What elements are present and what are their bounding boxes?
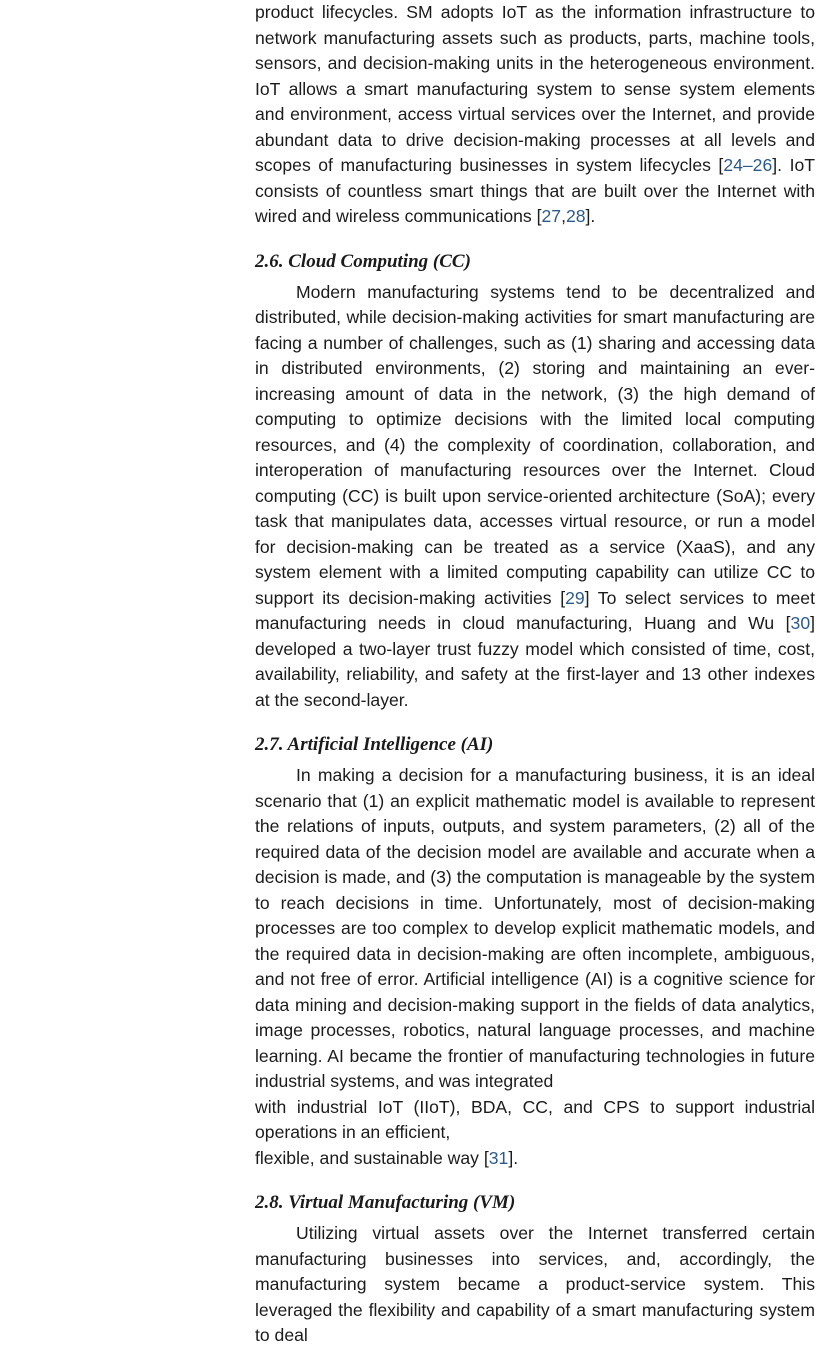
citation-link-24-26[interactable]: 24–26 <box>723 155 773 175</box>
paragraph-virtual-manufacturing: Utilizing virtual assets over the Internet transferred certain manufacturing businesses into services, and, accordingly, the manufacturing system became a product-service system. This leveraged the flexibility and capability of a smart manufacturing system to deal <box>255 1223 815 1345</box>
paragraph-text: ]. <box>508 1147 519 1168</box>
section-heading-virtual-manufacturing: 2.8. Virtual Manufacturing (VM) <box>255 1192 516 1213</box>
paragraph-artificial-intelligence: In making a decision for a manufacturing business, it is an ideal scenario that (1) an explicit mathematic model is available to represent the relations of inputs, outputs, and system parameters, (2) all of the required data of the decision model are available and accurate when a decision is made, and (3) the computation is manageable by the system to reach decisions in time. Unfortunately, most of decision-making processes are too complex to develop explicit mathematic models, and the required data in decision-making are often incomplete, ambiguous, and not free of error. Artificial intelligence (AI) is a cognitive science for data mining and decision-making support in the fields of data analytics, image processes, robotics, natural language processes, and machine learning. AI became the frontier of manufacturing technologies in future industrial systems, and was integrated <box>255 765 815 1091</box>
article-body <box>255 0 815 1349</box>
section-heading-artificial-intelligence: 2.7. Artificial Intelligence (AI) <box>255 734 494 755</box>
paragraph-text: flexible, and sustainable way [ <box>255 1147 489 1168</box>
paragraph-cloud-computing <box>255 280 815 714</box>
paragraph-text: ]. IoT consists of countless smart things that are built over the Internet with wired and wireless communications [ <box>255 155 815 226</box>
citation-link-27[interactable]: 27 <box>541 206 562 226</box>
citation-link-30[interactable]: 30 <box>790 613 811 633</box>
citation-link-29[interactable]: 29 <box>565 587 585 608</box>
paragraph-artificial-intelligence-cont: with industrial IoT (IIoT), BDA, CC, and CPS to support industrial operations in an efficient, <box>255 1096 815 1142</box>
paragraph-text: product lifecycles. SM adopts IoT as the information infrastructure to network manufacturing assets such as products, parts, machine tools, sensors, and decision-making units in the heterogeneous environment. IoT allows a smart manufacturing system to sense system elements and environment, access virtual services over the Internet, and provide abundant data to drive decision-making processes at all levels and scopes of manufacturing businesses in system lifecycles [ <box>255 2 815 175</box>
paragraph-text: ] developed a two-layer trust fuzzy model which consisted of time, cost, availability, reliability, and safety at the first-layer and 13 other indexes at the second-layer. <box>255 613 815 710</box>
citation-separator: , <box>561 206 566 226</box>
paragraph-text: ] To select services to meet manufacturing needs in cloud manufacturing, Huang and Wu [ <box>255 587 815 633</box>
section-heading-cloud-computing: 2.6. Cloud Computing (CC) <box>255 250 471 272</box>
paragraph-iot <box>255 0 815 230</box>
citation-link-28[interactable]: 28 <box>565 206 586 226</box>
citation-link-31[interactable]: 31 <box>488 1147 509 1168</box>
paragraph-text: ]. <box>585 206 596 226</box>
paragraph-artificial-intelligence-end <box>255 1146 815 1172</box>
paragraph-text: Modern manufacturing systems tend to be decentralized and distributed, while decision-making activities for smart manufacturing are facing a number of challenges, such as (1) sharing and accessing data in distributed environments, (2) storing and maintaining an ever-increasing amount of data in the network, (3) the high demand of computing to optimize decisions with the limited local computing resources, and (4) the complexity of coordination, collaboration, and interoperation of manufacturing resources over the Internet. Cloud computing (CC) is built upon service-oriented architecture (SoA); every task that manipulates data, accesses virtual resource, or run a model for decision-making can be treated as a service (XaaS), and any system element with a limited computing capability can utilize CC to support its decision-making activities [ <box>255 281 815 608</box>
